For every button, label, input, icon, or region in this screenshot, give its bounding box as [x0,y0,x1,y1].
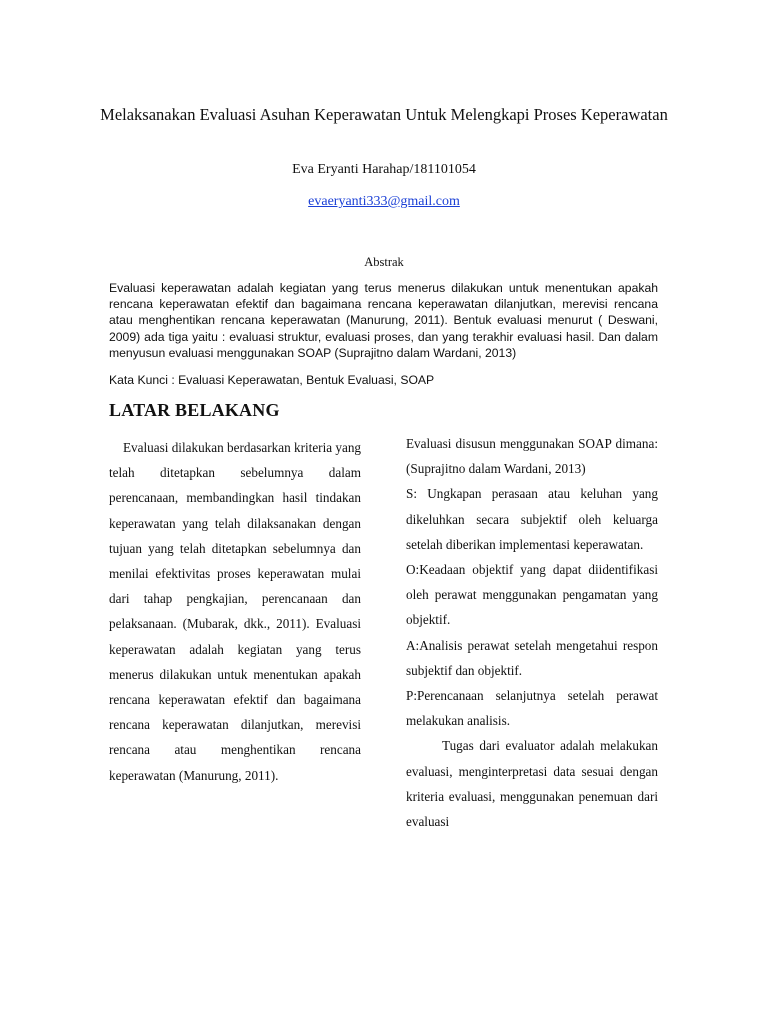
soap-a-item: A:Analisis perawat setelah mengetahui respon subjektif dan objektif. [406,637,658,678]
soap-s-item: S: Ungkapan perasaan atau keluhan yang dikeluhkan secara subjektif oleh keluarga setelah diberikan implementasi keperawatan. [406,486,658,552]
keywords-line: Kata Kunci : Evaluasi Keperawatan, Bentuk Evaluasi, SOAP [109,373,435,387]
abstract-body [109,280,658,361]
soap-intro: Evaluasi disusun menggunakan SOAP dimana: (Suprajitno dalam Wardani, 2013) [406,436,658,477]
author-line: Eva Eryanti Harahap/181101054 [292,162,476,177]
left-column-paragraph: Evaluasi dilakukan berdasarkan kriteria yang telah ditetapkan sebelumnya dalam perencanaan, membandingkan hasil tindakan keperawatan yang telah dilaksanakan dengan tujuan yang telah ditetapkan sebelumnya dan menilai efektivitas proses keperawatan mulai dari tahap pengkajian, perencanaan dan pelaksanaan. (Mubarak, dkk., 2011). Evaluasi keperawatan adalah kegiatan yang terus menerus dilakukan untuk menentukan apakah rencana keperawatan efektif dan bagaimana rencana keperawatan dilanjutkan, merevisi rencana atau menghentikan rencana keperawatan (Manurung, 2011). [109,440,362,783]
email-link[interactable]: evaeryanti333@gmail.com [308,194,460,209]
right-column [406,431,658,834]
abstract-text: Evaluasi keperawatan adalah kegiatan yang terus menerus dilakukan untuk menentukan apakah rencana keperawatan efektif dan bagaimana rencana keperawatan dilanjutkan, merevisi rencana atau menghentikan rencana keperawatan (Manurung, 2011). Bentuk evaluasi menurut ( Deswani, 2009) ada tiga yaitu : evaluasi struktur, evaluasi proses, dan yang terakhir evaluasi hasil. Dan dalam menyusun evaluasi menggunakan SOAP (Suprajitno dalam Wardani, 2013) [109,281,658,360]
section-heading: LATAR BELAKANG [109,400,280,420]
abstract-heading: Abstrak [364,255,404,269]
soap-p-item: P:Perencanaan selanjutnya setelah perawat melakukan analisis. [406,688,658,729]
email-line [0,193,768,211]
left-column [109,435,361,788]
evaluator-paragraph: Tugas dari evaluator adalah melakukan evaluasi, menginterpretasi data sesuai dengan kriteria evaluasi, menggunakan penemuan dari evaluasi [406,738,658,830]
paper-title: Melaksanakan Evaluasi Asuhan Keperawatan Untuk Melengkapi Proses Keperawatan [100,105,668,124]
soap-o-item: O:Keadaan objektif yang dapat diidentifikasi oleh perawat menggunakan pengamatan yang objektif. [406,562,658,628]
